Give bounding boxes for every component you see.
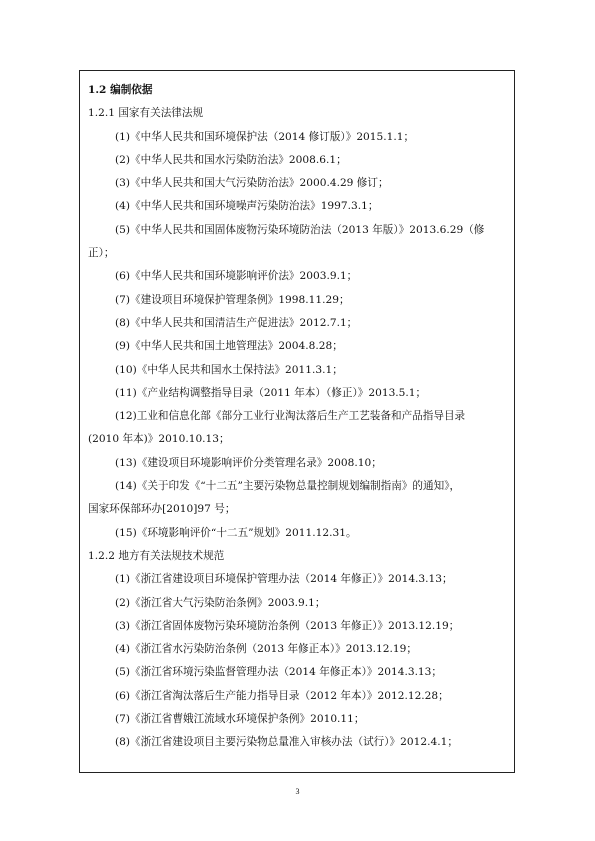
document-frame (79, 70, 515, 773)
local-regulation-item: (2)《浙江省大气污染防治条例》2003.9.1； (115, 596, 326, 609)
national-law-item: (4)《中华人民共和国环境噪声污染防治法》1997.3.1； (115, 200, 379, 213)
national-law-item: (7)《建设项目环境保护管理条例》1998.11.29； (115, 293, 350, 306)
national-law-item: (15)《环境影响评价“十二五”规划》2011.12.31。 (115, 526, 357, 539)
national-law-item: (5)《中华人民共和国固体废物污染环境防治法（2013 年版）》2013.6.29（修 (115, 223, 485, 236)
national-law-item: (12)工业和信息化部《部分工业行业淘汰落后生产工艺装备和产品指导目录 (115, 410, 466, 423)
national-law-item: (13)《建设项目环境影响评价分类管理名录》2008.10； (115, 456, 382, 469)
national-law-item: (2)《中华人民共和国水污染防治法》2008.6.1； (115, 153, 347, 166)
national-law-item: (9)《中华人民共和国土地管理法》2004.8.28； (115, 340, 343, 353)
national-law-item: (3)《中华人民共和国大气污染防治法》2000.4.29 修订； (115, 177, 389, 190)
page-number: 3 (295, 787, 300, 796)
national-law-item-continuation: (2010 年本)》2010.10.13； (88, 433, 230, 446)
national-law-item: (14)《关于印发《“十二五”主要污染物总量控制规划编制指南》的通知》， (115, 480, 461, 493)
national-law-item: (10)《中华人民共和国水土保持法》2011.3.1； (115, 363, 343, 376)
local-regulation-item: (1)《浙江省建设项目环境保护管理办法（2014 年修正）》2014.3.13； (115, 573, 453, 586)
local-regulation-item: (8)《浙江省建设项目主要污染物总量准入审核办法（试行）》2012.4.1； (115, 736, 458, 749)
national-law-item: (8)《中华人民共和国清洁生产促进法》2012.7.1； (115, 316, 358, 329)
section-heading: 1.2 编制依据 (88, 84, 153, 96)
local-regulation-item: (4)《浙江省水污染防治条例（2013 年修正本）》2013.12.19； (115, 643, 417, 656)
national-law-item: (11)《产业结构调整指导目录（2011 年本）（修正）》2013.5.1； (115, 386, 427, 399)
document-content (88, 79, 506, 755)
local-regulation-item: (6)《浙江省淘汰落后生产能力指导目录（2012 年本）》2012.12.28； (115, 689, 449, 702)
local-regulation-item: (5)《浙江省环境污染监督管理办法（2014 年修正本）》2014.3.13； (115, 666, 443, 679)
national-law-item: (1)《中华人民共和国环境保护法（2014 修订版）》2015.1.1； (115, 130, 415, 143)
local-regulation-item: (3)《浙江省固体废物污染环境防治条例（2013 年修正）》2013.12.19； (115, 619, 460, 632)
national-law-item-continuation: 国家环保部环办[2010]97 号； (88, 503, 236, 516)
subsection-national-heading: 1.2.1 国家有关法律法规 (88, 107, 204, 120)
subsection-local-heading: 1.2.2 地方有关法规技术规范 (88, 549, 225, 562)
national-law-item: (6)《中华人民共和国环境影响评价法》2003.9.1； (115, 270, 358, 283)
local-regulation-item: (7)《浙江省曹娥江流域水环境保护条例》2010.11； (115, 713, 365, 726)
national-law-item-continuation: 正）； (88, 247, 115, 260)
